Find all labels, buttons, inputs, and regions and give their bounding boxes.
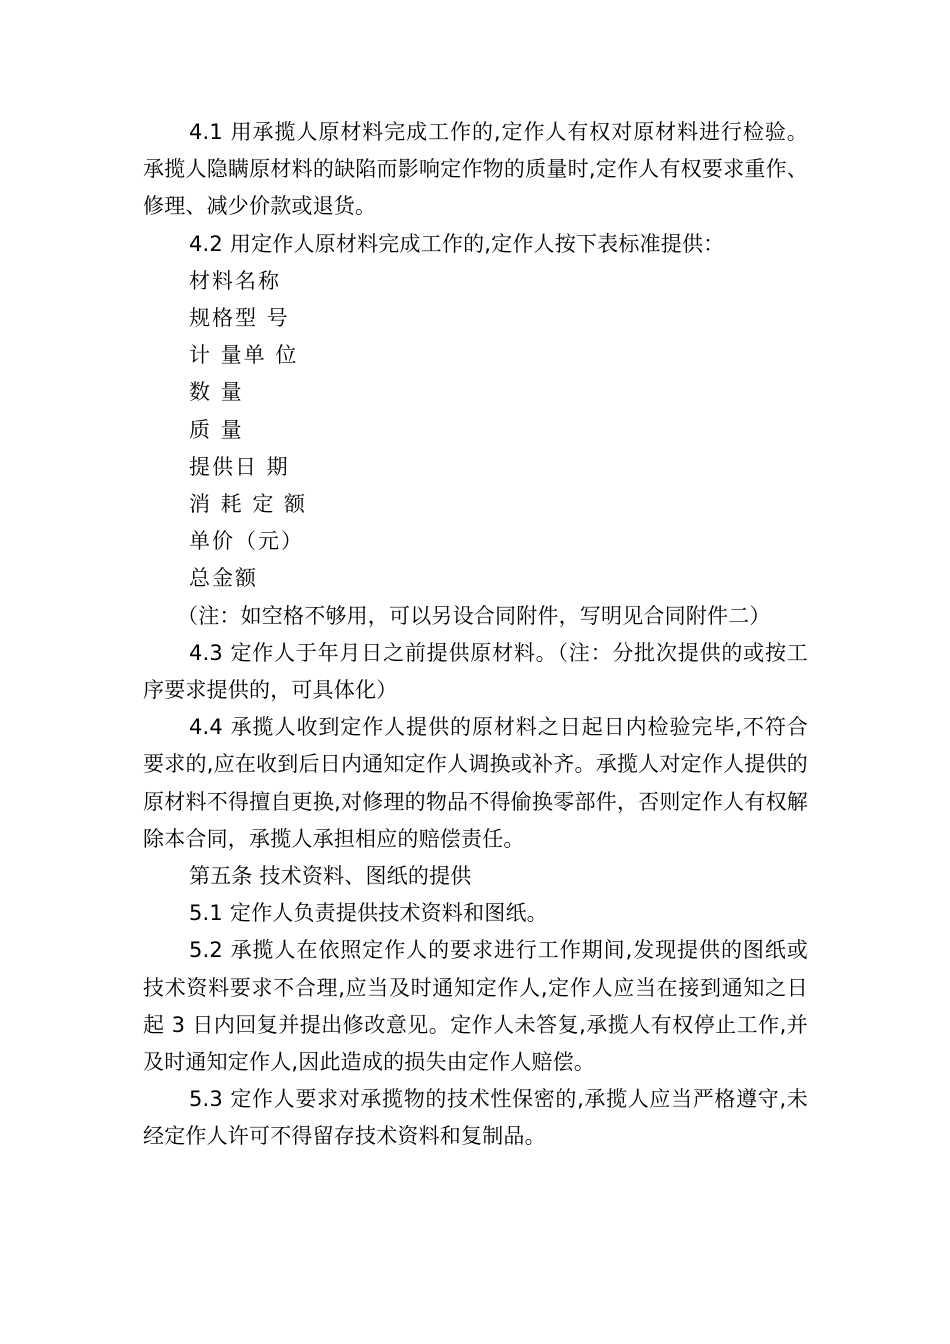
- field-quantity: 数 量: [189, 380, 244, 405]
- clause-4-1: 4.1 用承揽人原材料完成工作的,定作人有权对原材料进行检验。承揽人隐瞒原材料的缺陷而影响定作物的质量时,定作人有权要求重作、修理、减少价款或退货。: [143, 120, 808, 219]
- field-material-name: 材料名称: [189, 268, 281, 293]
- field-quality: 质 量: [189, 417, 244, 442]
- clause-5-2: 5.2 承揽人在依照定作人的要求进行工作期间,发现提供的图纸或技术资料要求不合理,应当及时通知定作人,定作人应当在接到通知之日起 3 日内回复并提出修改意见。定作人未答复,承揽人有权停止工作,并及时通知定作人,因此造成的损失由定作人赔偿。: [143, 938, 808, 1075]
- clause-4-3: 4.3 定作人于年月日之前提供原材料。（注：分批次提供的或按工序要求提供的，可具体化）: [143, 640, 808, 703]
- clause-5-3: 5.3 定作人要求对承揽物的技术性保密的,承揽人应当严格遵守,未经定作人许可不得留存技术资料和复制品。: [143, 1087, 808, 1149]
- field-unit: 计 量单 位: [189, 343, 299, 368]
- clause-4-2: 4.2 用定作人原材料完成工作的,定作人按下表标准提供：: [189, 231, 725, 256]
- section-5-heading: 第五条 技术资料、图纸的提供: [189, 864, 472, 889]
- material-field-list: [143, 263, 808, 598]
- field-total-amount: 总金额: [189, 566, 258, 591]
- clause-4-4: 4.4 承揽人收到定作人提供的原材料之日起日内检验完毕,不符合要求的,应在收到后日内通知定作人调换或补齐。承揽人对定作人提供的原材料不得擅自更换,对修理的物品不得偷换零部件，否则定作人有权解除本合同，承揽人承担相应的赔偿责任。: [143, 715, 808, 851]
- field-supply-date: 提供日 期: [189, 454, 290, 479]
- field-spec-model: 规格型 号: [189, 306, 290, 331]
- field-unit-price: 单价（元）: [189, 529, 304, 554]
- field-consumption-quota: 消 耗 定 额: [189, 492, 308, 517]
- clause-4-2-note: （注：如空格不够用，可以另设合同附件，写明见合同附件二）: [177, 603, 771, 628]
- clause-5-1: 5.1 定作人负责提供技术资料和图纸。: [189, 901, 548, 926]
- document-body: [143, 114, 808, 1156]
